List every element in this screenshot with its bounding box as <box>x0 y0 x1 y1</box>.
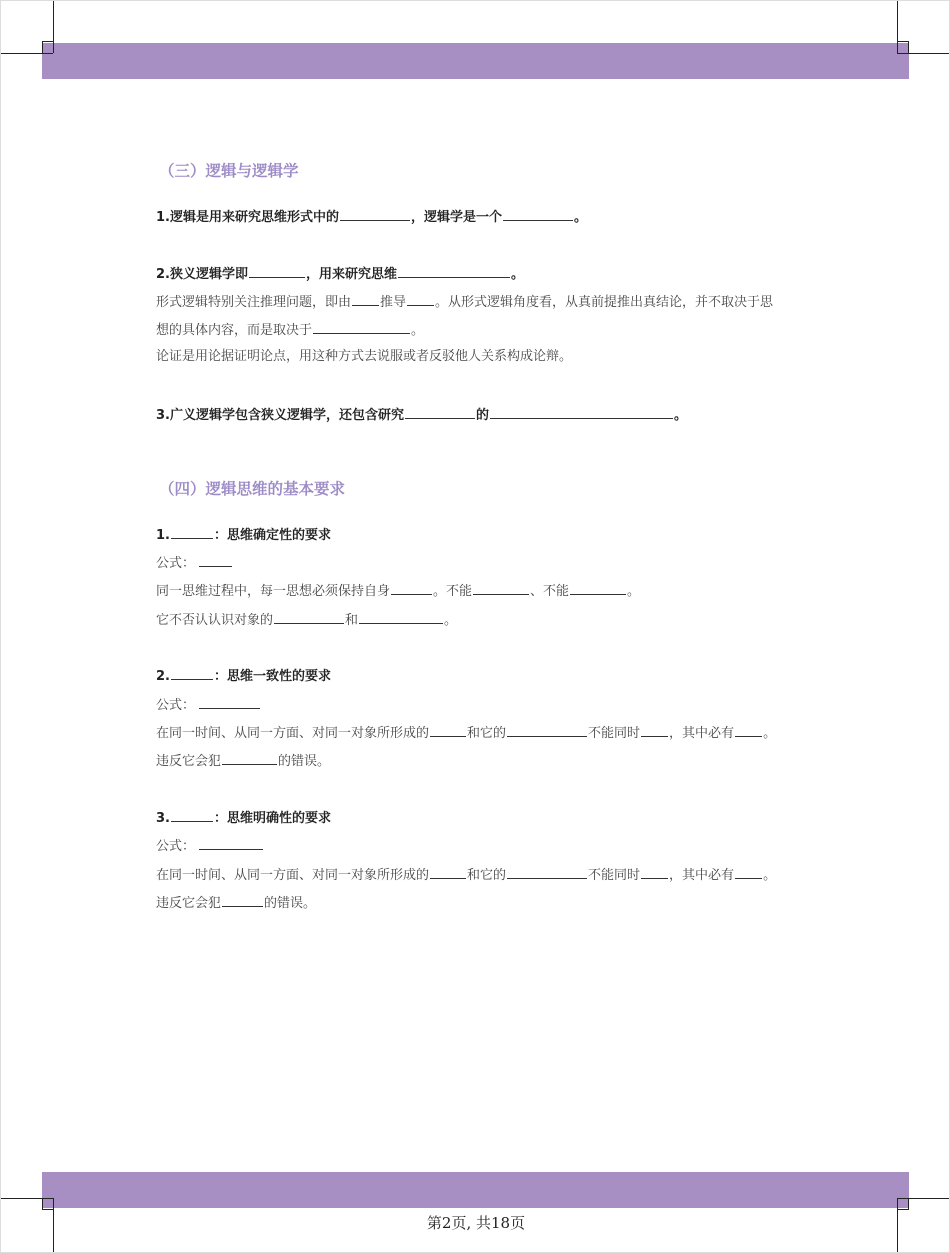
crop-mark <box>897 1209 908 1210</box>
paragraph-text: 。 <box>763 868 777 883</box>
answer-blank[interactable] <box>352 291 379 306</box>
paragraph-line <box>156 319 424 341</box>
rule-3-line-1 <box>156 864 776 886</box>
section-heading-4: （四）逻辑思维的基本要求 <box>159 480 346 498</box>
answer-blank[interactable] <box>398 263 510 278</box>
paragraph-text: 在同一时间、从同一方面、对同一对象所形成的 <box>156 868 430 883</box>
answer-blank[interactable] <box>359 609 443 624</box>
rule-title-text: ：思维确定性的要求 <box>213 528 331 543</box>
crop-mark <box>908 1198 909 1210</box>
question-2 <box>156 263 524 285</box>
formula-label: 公式： <box>156 839 196 854</box>
question-text: ，逻辑学是一个 <box>410 210 502 225</box>
paragraph-text: 违反它会犯 <box>156 754 222 769</box>
question-text: 。 <box>674 408 688 423</box>
answer-blank[interactable] <box>274 609 344 624</box>
paragraph-text: 和 <box>345 613 359 628</box>
paragraph-text: 不能同时 <box>588 868 641 883</box>
rule-number: 1. <box>156 528 170 543</box>
answer-blank[interactable] <box>473 580 529 595</box>
rule-2-line-2 <box>156 750 330 772</box>
paragraph-text: 。 <box>627 584 641 599</box>
paragraph-line <box>156 291 773 313</box>
question-text: ，用来研究思维 <box>305 267 397 282</box>
paragraph-text: 和它的 <box>467 726 507 741</box>
answer-blank[interactable] <box>391 580 432 595</box>
answer-blank[interactable] <box>340 206 410 221</box>
crop-mark <box>897 1198 949 1199</box>
question-3 <box>156 404 687 426</box>
paragraph-text: 的错误。 <box>278 754 331 769</box>
answer-blank[interactable] <box>490 404 673 419</box>
footer-band <box>42 1172 909 1208</box>
paragraph-text: 。 <box>763 726 777 741</box>
answer-blank[interactable] <box>249 263 305 278</box>
paragraph-text: 违反它会犯 <box>156 896 222 911</box>
rule-3-line-2 <box>156 892 316 914</box>
question-text: 。 <box>574 210 588 225</box>
question-text: 2.狭义逻辑学即 <box>156 267 248 282</box>
paragraph-text: 。 <box>411 323 425 338</box>
crop-mark <box>1 1198 53 1199</box>
paragraph-text: 和它的 <box>467 868 507 883</box>
rule-2-line-1 <box>156 722 776 744</box>
answer-blank[interactable] <box>503 206 573 221</box>
rule-3-title <box>156 807 331 829</box>
crop-mark <box>42 1209 53 1210</box>
crop-mark <box>1 53 53 54</box>
question-text: 1.逻辑是用来研究思维形式中的 <box>156 210 339 225</box>
answer-blank[interactable] <box>570 580 626 595</box>
rule-1-line-1 <box>156 580 640 602</box>
crop-mark <box>897 53 949 54</box>
question-1 <box>156 206 587 228</box>
formula-label: 公式： <box>156 698 196 713</box>
paragraph-text: 的错误。 <box>264 896 317 911</box>
paragraph-text: 。从形式逻辑角度看，从真前提推出真结论，并不取决于思 <box>435 295 774 310</box>
answer-blank[interactable] <box>171 665 213 680</box>
rule-2-formula <box>156 694 261 716</box>
paragraph-text: 。不能 <box>433 584 473 599</box>
rule-1-line-2 <box>156 609 457 631</box>
paragraph-text: ，其中必有 <box>669 868 735 883</box>
crop-mark <box>897 41 908 42</box>
answer-blank[interactable] <box>641 722 668 737</box>
answer-blank[interactable] <box>735 864 762 879</box>
answer-blank[interactable] <box>507 722 587 737</box>
paragraph-text: ，其中必有 <box>669 726 735 741</box>
rule-title-text: ：思维一致性的要求 <box>213 669 331 684</box>
question-text: 3.广义逻辑学包含狭义逻辑学，还包含研究 <box>156 408 404 423</box>
answer-blank[interactable] <box>407 291 434 306</box>
answer-blank[interactable] <box>405 404 475 419</box>
answer-blank[interactable] <box>222 750 277 765</box>
rule-title-text: ：思维明确性的要求 <box>213 811 331 826</box>
answer-blank[interactable] <box>641 864 668 879</box>
paragraph-text: 。 <box>444 613 458 628</box>
section-heading-3: （三）逻辑与逻辑学 <box>159 162 299 180</box>
question-text: 。 <box>511 267 525 282</box>
crop-mark <box>53 1 54 53</box>
answer-blank[interactable] <box>507 864 587 879</box>
paragraph-text: 形式逻辑特别关注推理问题，即由 <box>156 295 352 310</box>
question-text: 的 <box>475 408 489 423</box>
answer-blank[interactable] <box>313 319 410 334</box>
answer-blank[interactable] <box>171 807 213 822</box>
rule-1-formula <box>156 552 233 574</box>
paragraph-text: 它不否认认识对象的 <box>156 613 274 628</box>
rule-1-title <box>156 524 331 546</box>
paragraph-text: 、不能 <box>530 584 570 599</box>
answer-blank[interactable] <box>171 524 213 539</box>
answer-blank[interactable] <box>735 722 762 737</box>
answer-blank[interactable] <box>222 892 263 907</box>
page-number: 第2页, 共18页 <box>426 1214 526 1232</box>
crop-mark <box>908 41 909 53</box>
answer-blank[interactable] <box>430 864 466 879</box>
rule-2-title <box>156 665 331 687</box>
paragraph-text: 在同一时间、从同一方面、对同一对象所形成的 <box>156 726 430 741</box>
formula-label: 公式： <box>156 556 196 571</box>
paragraph-line: 论证是用论据证明论点，用这种方式去说服或者反驳他人关系构成论辩。 <box>156 349 573 364</box>
paragraph-text: 想的具体内容，而是取决于 <box>156 323 313 338</box>
rule-3-formula <box>156 835 264 857</box>
crop-mark <box>42 41 53 42</box>
paragraph-text: 不能同时 <box>588 726 641 741</box>
answer-blank[interactable] <box>430 722 466 737</box>
crop-mark <box>42 41 43 53</box>
answer-blank[interactable] <box>199 694 260 709</box>
paragraph-text: 同一思维过程中，每一思想必须保持自身 <box>156 584 391 599</box>
rule-number: 2. <box>156 669 170 684</box>
crop-mark <box>897 1 898 53</box>
answer-blank[interactable] <box>199 552 232 567</box>
paragraph-text: 推导 <box>380 295 407 310</box>
rule-number: 3. <box>156 811 170 826</box>
header-band <box>42 43 909 79</box>
answer-blank[interactable] <box>199 835 263 850</box>
